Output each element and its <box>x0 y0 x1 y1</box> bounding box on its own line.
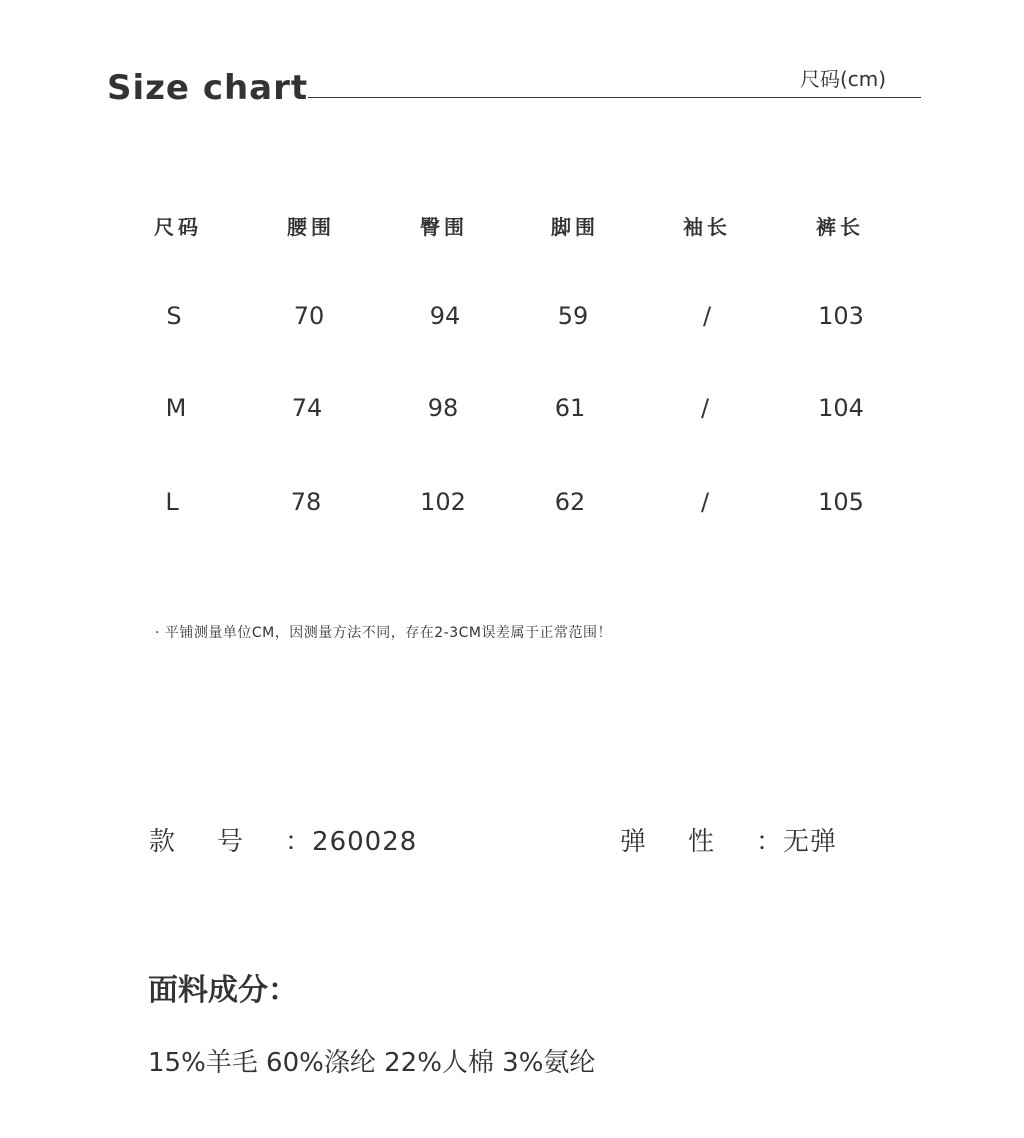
unit-label: 尺码(cm) <box>800 67 887 91</box>
column-header-sleeve: 袖长 <box>683 215 731 239</box>
elasticity-separator: ： <box>756 827 784 857</box>
fabric-composition: 15%羊毛 60%涤纶 22%人棉 3%氨纶 <box>148 1048 596 1078</box>
table-cell: 104 <box>818 394 864 422</box>
column-header-size: 尺码 <box>154 215 202 239</box>
table-cell: 94 <box>429 302 461 330</box>
style-number <box>149 821 417 858</box>
table-cell: 62 <box>554 488 586 516</box>
table-cell: / <box>702 302 712 330</box>
style-number-value: 260028 <box>312 827 418 857</box>
table-cell: 78 <box>290 488 322 516</box>
table-cell: 105 <box>818 488 864 516</box>
column-header-waist: 腰围 <box>287 215 335 239</box>
style-number-label: 款号 <box>149 827 286 857</box>
table-cell: S <box>166 302 182 330</box>
table-cell: 70 <box>293 302 325 330</box>
measurement-note: · 平铺测量单位CM，因测量方法不同，存在2-3CM误差属于正常范围！ <box>155 625 612 641</box>
elasticity <box>620 821 837 858</box>
table-cell: 74 <box>291 394 323 422</box>
column-header-hem: 脚围 <box>551 215 599 239</box>
table-cell: / <box>700 394 710 422</box>
elasticity-value: 无弹 <box>783 827 838 857</box>
style-number-separator: ： <box>285 827 313 857</box>
elasticity-label: 弹性 <box>620 827 757 857</box>
table-cell: 102 <box>420 488 466 516</box>
header-divider <box>308 97 921 98</box>
table-cell: 98 <box>427 394 459 422</box>
table-cell: 59 <box>557 302 589 330</box>
column-header-hip: 臀围 <box>420 215 468 239</box>
page-title: Size chart <box>107 68 309 108</box>
fabric-title: 面料成分： <box>148 973 298 1008</box>
table-cell: M <box>165 394 187 422</box>
table-cell: / <box>700 488 710 516</box>
table-cell: 103 <box>818 302 864 330</box>
table-cell: L <box>165 488 179 516</box>
column-header-length: 裤长 <box>816 215 864 239</box>
table-cell: 61 <box>554 394 586 422</box>
